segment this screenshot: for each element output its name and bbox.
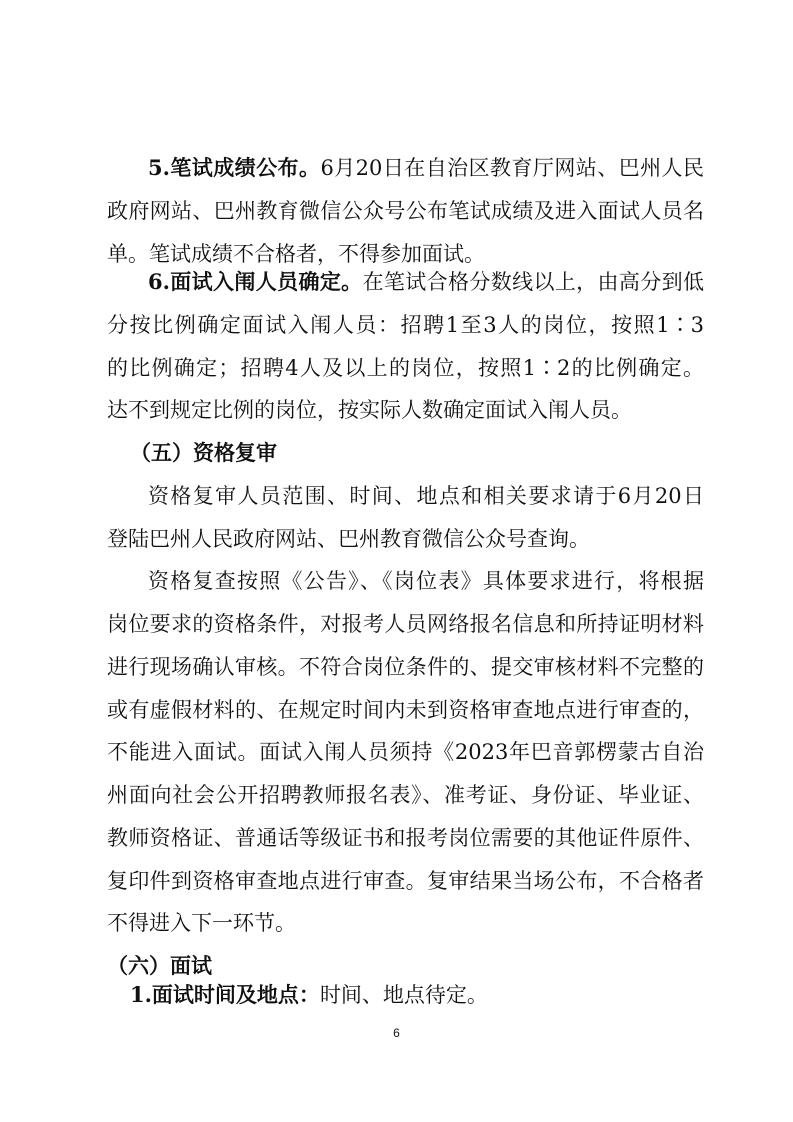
line-text: 不得进入下一环节。 [107, 911, 296, 935]
paragraph-line [0, 975, 488, 1015]
line-text: 资格复查按照《公告》、《岗位表》具体要求进行，将根据 [148, 569, 704, 593]
paragraph-line [0, 647, 704, 687]
paragraph-line [0, 305, 704, 345]
paragraph-line [0, 390, 704, 430]
heading-interview: （六）面试 [107, 953, 212, 978]
line-text: 分按比例确定面试入闱人员：招聘1至3人的岗位，按照1∶3 [107, 313, 704, 337]
paragraph-line [0, 732, 704, 772]
paragraph-line [0, 348, 704, 388]
line-text: 政府网站、巴州教育微信公众号公布笔试成绩及进入面试人员名 [107, 199, 704, 223]
line-text: 6月20日在自治区教育厅网站、巴州人民 [320, 156, 704, 180]
paragraph-line [0, 519, 704, 559]
paragraph-line [0, 690, 704, 730]
paragraph-line [0, 262, 704, 302]
line-text: 州面向社会公开招聘教师报名表》、准考证、身份证、毕业证、 [107, 783, 704, 807]
line-text: 进行现场确认审核。不符合岗位条件的、提交审核材料不完整的 [107, 655, 704, 679]
paragraph-line [0, 775, 704, 815]
line-text: 达不到规定比例的岗位，按实际人数确定面试入闱人员。 [107, 398, 632, 422]
heading-qualification-review: （五）资格复审 [130, 440, 277, 465]
line-text: 资格复审人员范围、时间、地点和相关要求请于6月20日 [148, 484, 704, 508]
paragraph-line [0, 476, 704, 516]
paragraph-line [0, 818, 704, 858]
line-text: 时间、地点待定。 [319, 983, 488, 1007]
section-heading [0, 433, 430, 473]
line-text: 的比例确定；招聘4人及以上的岗位，按照1∶2的比例确定。 [107, 356, 704, 380]
paragraph-line [0, 561, 704, 601]
heading-interview-shortlist: 6.面试入闱人员确定。 [148, 269, 363, 294]
line-text: 单。笔试成绩不合格者，不得参加面试。 [107, 242, 485, 266]
line-text: 在笔试合格分数线以上，由高分到低 [362, 270, 704, 294]
line-text: 登陆巴州人民政府网站、巴州教育微信公众号查询。 [107, 527, 590, 551]
paragraph-line [0, 903, 704, 943]
paragraph-line [0, 191, 704, 231]
heading-interview-time-place: 1.面试时间及地点： [130, 982, 320, 1007]
paragraph-line [0, 604, 704, 644]
heading-written-score: 5.笔试成绩公布。 [148, 155, 321, 180]
line-text: 岗位要求的资格条件，对报考人员网络报名信息和所持证明材料 [107, 612, 704, 636]
line-text: 或有虚假材料的、在规定时间内未到资格审查地点进行审查的， [107, 698, 704, 722]
line-text: 复印件到资格审查地点进行审查。复审结果当场公布，不合格者 [107, 869, 704, 893]
paragraph-line [0, 148, 704, 188]
line-text: 不能进入面试。面试入闱人员须持《2023年巴音郭楞蒙古自治 [107, 740, 704, 764]
paragraph-line [0, 861, 704, 901]
page-number: 6 [393, 1026, 400, 1040]
line-text: 教师资格证、普通话等级证书和报考岗位需要的其他证件原件、 [107, 826, 704, 850]
